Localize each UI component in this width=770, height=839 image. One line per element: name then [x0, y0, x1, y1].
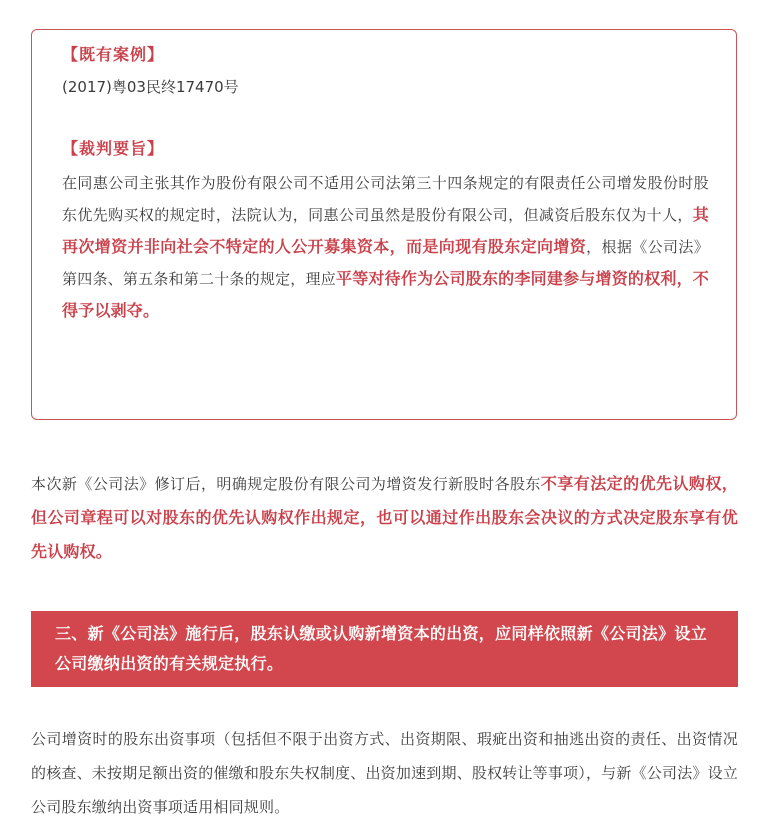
- section-banner: 三、新《公司法》施行后，股东认缴或认购新增资本的出资，应同样依照新《公司法》设立公司缴纳出资的有关规定执行。: [31, 611, 738, 687]
- ruling-highlight2: 平等对待作为公司股东的李同建参与增资的权利，不得予以剥夺。: [62, 269, 709, 320]
- case-box: [31, 29, 737, 420]
- ruling-part2: ，根据《公司法》第四条、第五条和第二十条的规定，理应: [62, 238, 709, 288]
- ruling-heading: 【裁判要旨】: [62, 139, 165, 158]
- paragraph-revision: [31, 467, 738, 569]
- ruling-text: [62, 167, 709, 327]
- paragraph-revision-highlight: 不享有法定的优先认购权，但公司章程可以对股东的优先认购权作出规定，也可以通过作出股东会决议的方式决定股东享有优先认购权。: [31, 474, 738, 561]
- existing-case-heading: 【既有案例】: [62, 45, 165, 64]
- paragraph-revision-text: 本次新《公司法》修订后，明确规定股份有限公司为增资发行新股时各股东: [31, 475, 541, 493]
- case-number: (2017)粤03民终17470号: [62, 78, 239, 96]
- paragraph-contribution-rules: 公司增资时的股东出资事项（包括但不限于出资方式、出资期限、瑕疵出资和抽逃出资的责任、出资情况的核查、未按期足额出资的催缴和股东失权制度、出资加速到期、股权转让等事项），与新《公司法》设立公司股东缴纳出资事项适用相同规则。: [31, 730, 738, 816]
- ruling-part1: 在同惠公司主张其作为股份有限公司不适用公司法第三十四条规定的有限责任公司增发股份时股东优先购买权的规定时，法院认为，同惠公司虽然是股份有限公司，但减资后股东仅为十人，: [62, 174, 709, 224]
- ruling-highlight1: 其再次增资并非向社会不特定的人公开募集资本，而是向现有股东定向增资: [62, 205, 709, 256]
